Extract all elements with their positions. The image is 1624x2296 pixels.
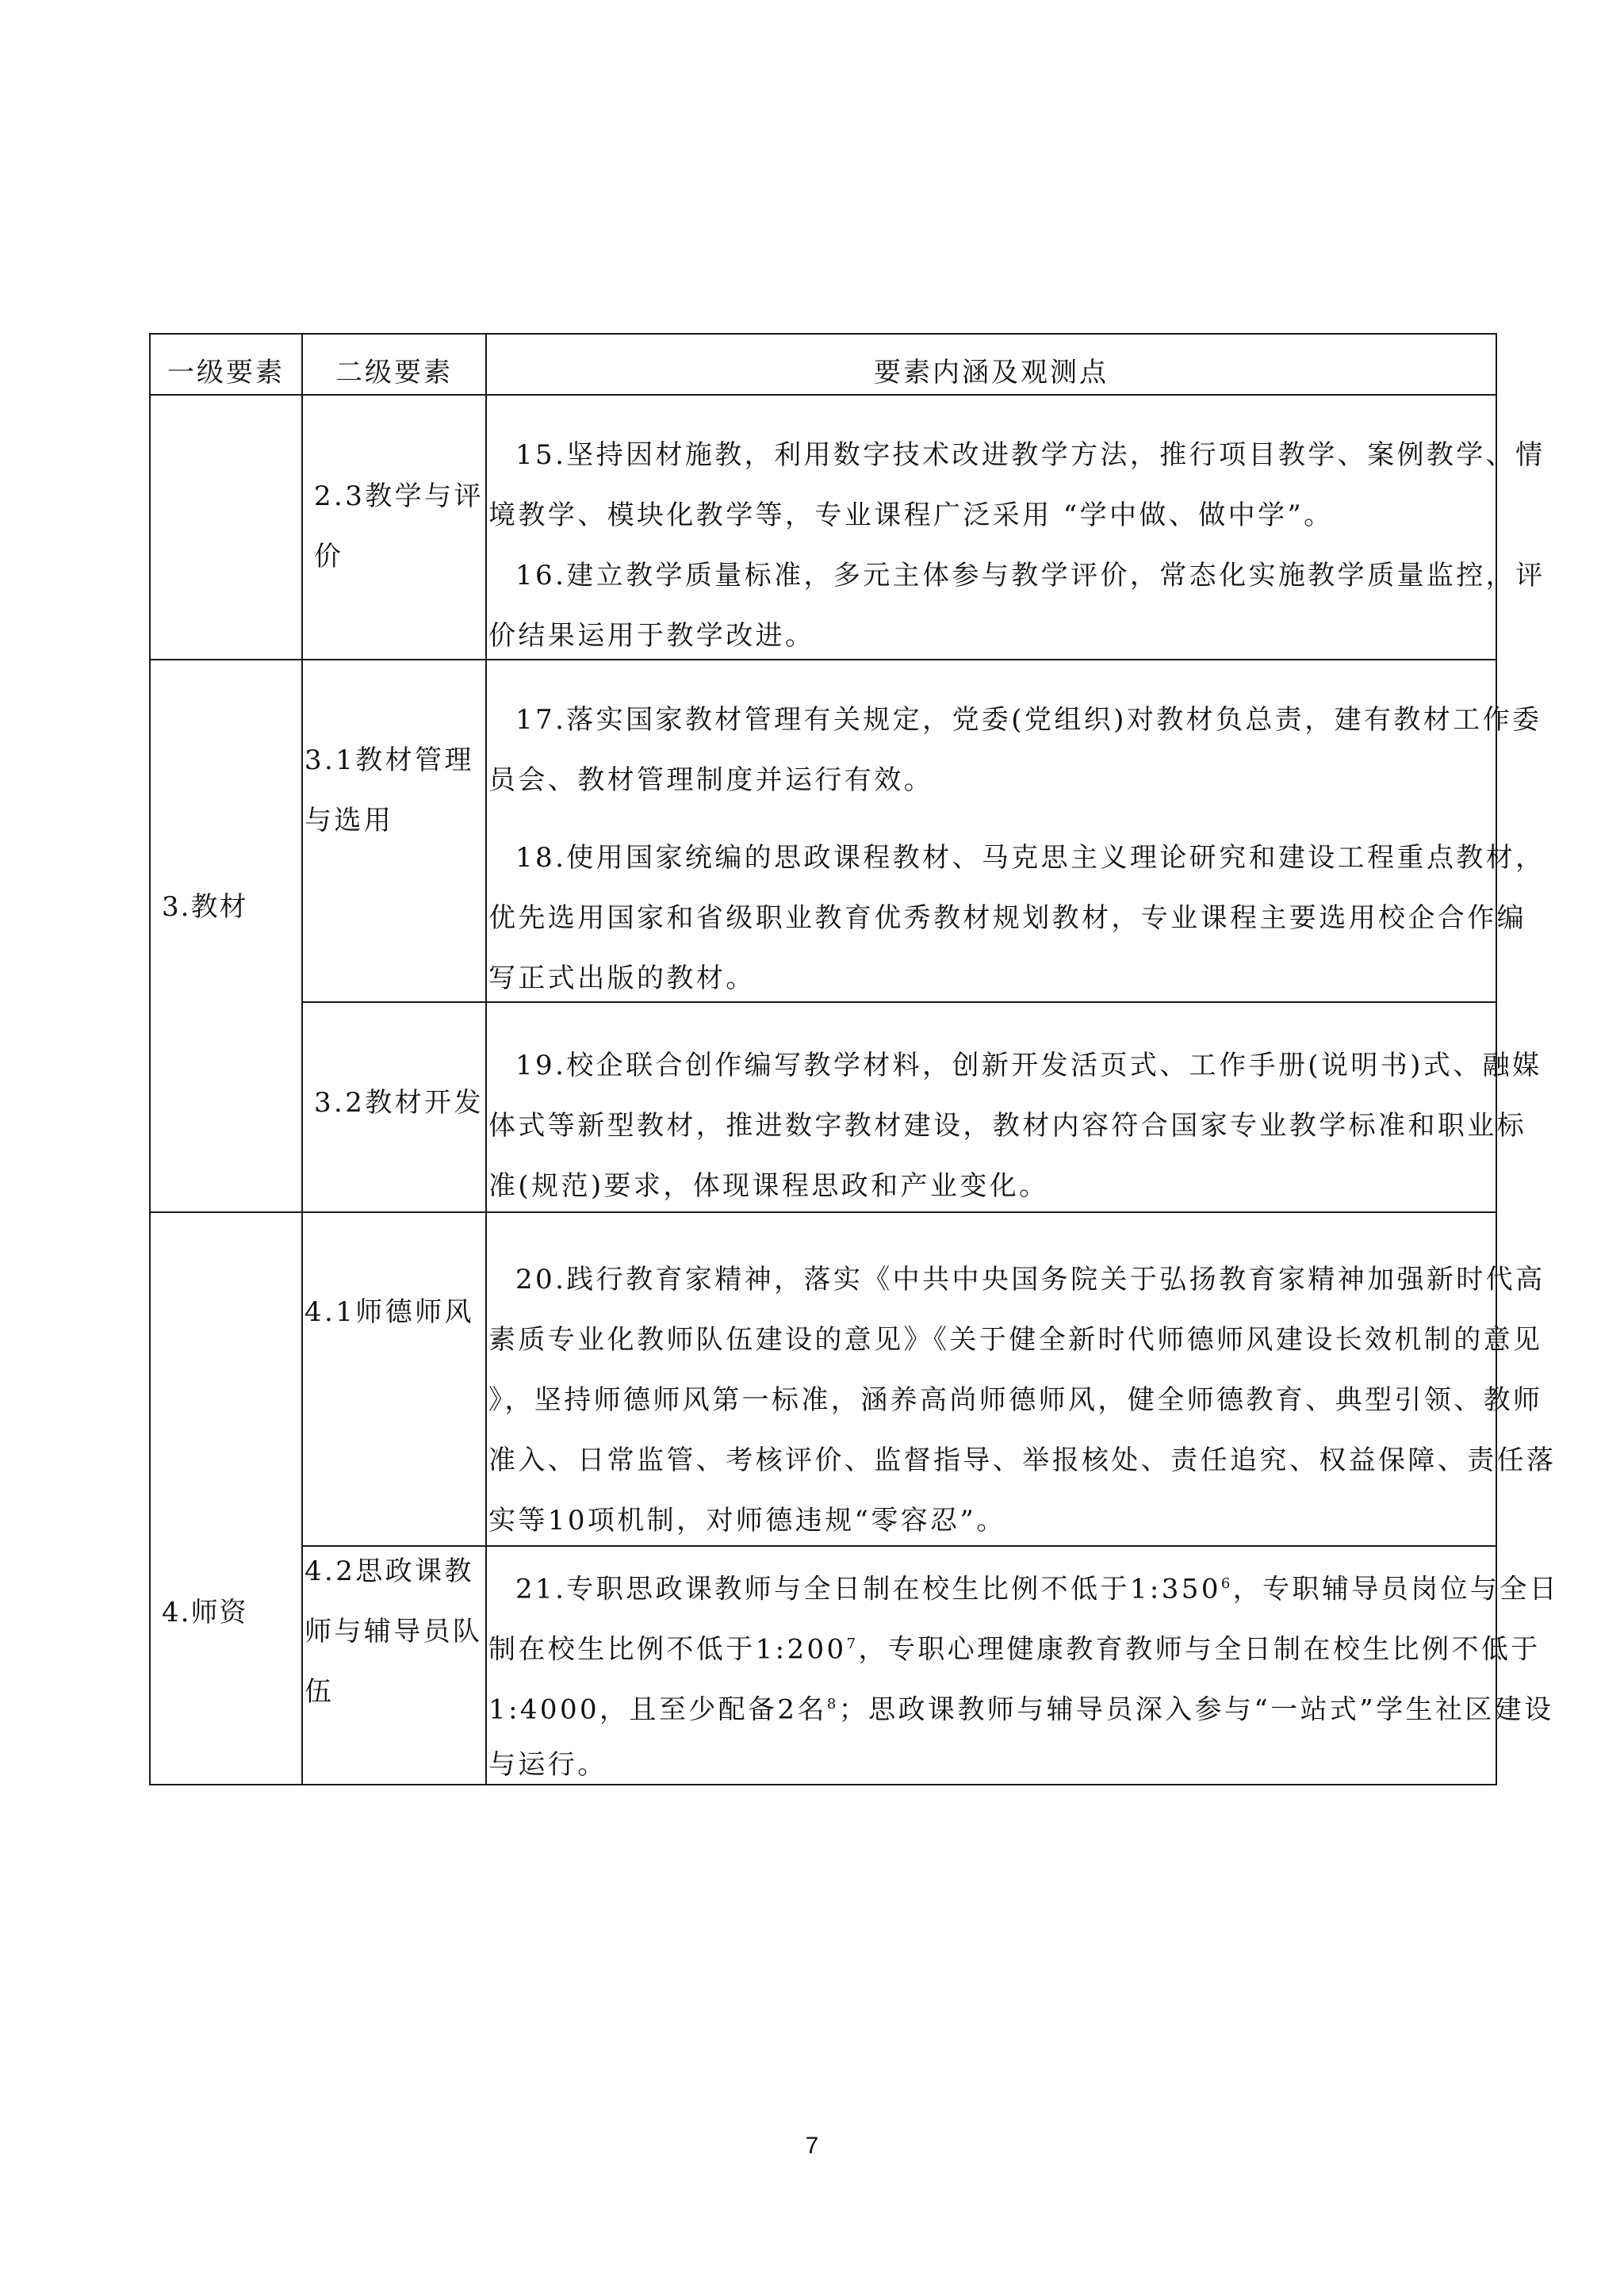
point-17: 17.落实国家教材管理有关规定，党委(党组织)对教材负总责，建有教材工作委 员会、教材管理制度并运行有效。 [488, 704, 1542, 796]
col-divider-2 [485, 333, 487, 1785]
level2-material-mgmt: 3.1教材管理 与选用 [304, 744, 474, 836]
level2-ethics: 4.1师德师风 [304, 1296, 474, 1328]
level1-faculty: 4.师资 [162, 1597, 248, 1628]
point-15: 15.坚持因材施教，利用数字技术改进教学方法，推行项目教学、案例教学、情 境教学、模块化教学等，专业课程广泛采用 “学中做、做中学”。 [488, 439, 1545, 531]
level1-materials: 3.教材 [162, 891, 248, 923]
point-20: 20.践行教育家精神，落实《中共中央国务院关于弘扬教育家精神加强新时代高 素质专业化教师队伍建设的意见》《关于健全新时代师德师风建设长效机制的意见 》，坚持师德师风第一标准，涵养高尚师德师风，健全师德教育、典型引领、教师 准入、日常监管、考核评价、监督指导、举报核处、责任追究、权益保障、责任落 实等10项机制，对师德违规“零容忍”。 [488, 1264, 1557, 1536]
table-border-top [149, 333, 1497, 335]
point-18: 18.使用国家统编的思政课程教材、马克思主义理论研究和建设工程重点教材， 优先选用国家和省级职业教育优秀教材规划教材，专业课程主要选用校企合作编 写正式出版的教材。 [488, 842, 1545, 994]
level2-teaching-eval: 2.3教学与评 价 [314, 480, 484, 572]
header-content: 要素内涵及观测点 [874, 357, 1109, 388]
page-number: 7 [805, 2133, 819, 2159]
point-21: 21.专职思政课教师与全日制在校生比例不低于$1:350^6$，专职辅导员岗位与全日 制在校生比例不低于$1:200^7$，专职心理健康教育教师与全日制在校生比例不低于 1:4000，且至少配备2名$^8$；思政课教师与辅导员深入参与“一站式”学生社区建设 与运行。 [488, 1573, 1560, 1781]
header-level2: 二级要素 [335, 357, 453, 388]
point-16: 16.建立教学质量标准，多元主体参与教学评价，常态化实施教学质量监控，评 价结果运用于教学改进。 [488, 560, 1545, 652]
col-divider-1 [301, 333, 303, 1785]
header-level1: 一级要素 [167, 357, 285, 388]
table-border-left [149, 333, 151, 1785]
level2-material-dev: 3.2教材开发 [314, 1087, 484, 1119]
level2-ideology-team: 4.2思政课教 师与辅导员队 伍 [304, 1556, 483, 1708]
point-19: 19.校企联合创作编写教学材料，创新开发活页式、工作手册(说明书)式、融媒 体式等新型教材，推进数字教材建设，教材内容符合国家专业教学标准和职业标 准(规范)要求，体现课程思政和产业变化。 [488, 1050, 1542, 1202]
